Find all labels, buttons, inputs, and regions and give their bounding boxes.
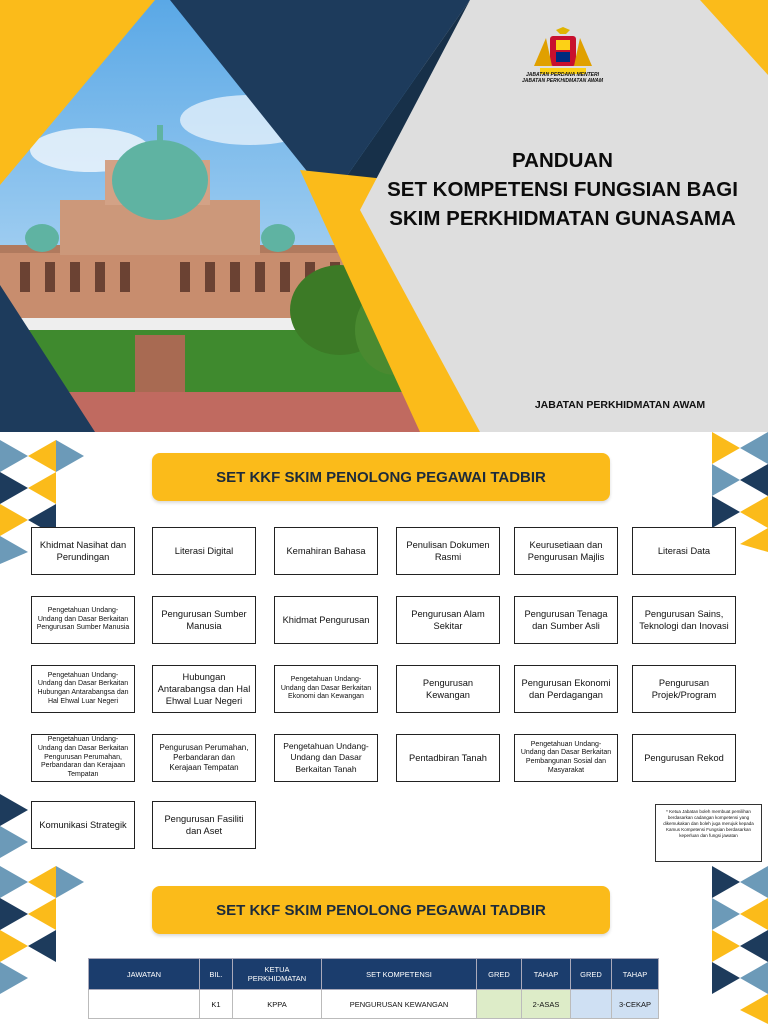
footnote: * Ketua Jabatan boleh membuat pemilihan berdasarkan cadangan kompetensi yang dikemukakan dan boleh juga merujuk kepada Kamus Kompetensi Fungsian berdasarkan keperluan dan fungsi jawatan xyxy=(655,804,762,862)
competency-table xyxy=(88,958,659,1019)
competency-box: Pengurusan Kewangan xyxy=(396,665,500,713)
title-line-2: SET KOMPETENSI FUNGSIAN BAGI xyxy=(387,178,738,201)
cell-set: PENGURUSAN KEWANGAN xyxy=(322,990,477,1019)
competency-box: Pengetahuan Undang-Undang dan Dasar Berkaitan Ekonomi dan Kewangan xyxy=(274,665,378,713)
title-line-1: PANDUAN xyxy=(512,149,613,172)
competency-box: Pengurusan Tenaga dan Sumber Asli xyxy=(514,596,618,644)
dept-line-1: JABATAN PERDANA MENTERI xyxy=(526,72,599,78)
competency-box: Khidmat Nasihat dan Perundingan xyxy=(31,527,135,575)
cell-jawatan xyxy=(89,990,200,1019)
competency-box: Keurusetiaan dan Pengurusan Majlis xyxy=(514,527,618,575)
table-row xyxy=(89,990,659,1019)
cover-title xyxy=(365,146,760,233)
col-header: KETUA PERKHIDMATAN xyxy=(233,959,322,990)
cell-tahap-2: 3-CEKAP xyxy=(612,990,659,1019)
competency-set-page xyxy=(0,432,768,865)
competency-box: Pengetahuan Undang-Undang dan Dasar Berkaitan Hubungan Antarabangsa dan Hal Ehwal Luar Negeri xyxy=(31,665,135,713)
competency-box: Literasi Data xyxy=(632,527,736,575)
table-header-row xyxy=(89,959,659,990)
competency-table-page xyxy=(0,866,768,1024)
decorative-triangles-left xyxy=(0,866,84,1024)
col-header: JAWATAN xyxy=(89,959,200,990)
cover-page xyxy=(0,0,768,432)
competency-box: Kemahiran Bahasa xyxy=(274,527,378,575)
competency-box: Pengurusan Alam Sekitar xyxy=(396,596,500,644)
competency-box: Pengurusan Rekod xyxy=(632,734,736,782)
col-header: SET KOMPETENSI xyxy=(322,959,477,990)
competency-box: Pengurusan Projek/Program xyxy=(632,665,736,713)
col-header: TAHAP xyxy=(522,959,571,990)
set-kkf-banner: SET KKF SKIM PENOLONG PEGAWAI TADBIR xyxy=(152,886,610,934)
cell-gred-2 xyxy=(571,990,612,1019)
competency-box: Pengetahuan Undang-Undang dan Dasar Berkaitan Pembangunan Sosial dan Masyarakat xyxy=(514,734,618,782)
col-header: TAHAP xyxy=(612,959,659,990)
competency-box: Pengetahuan Undang-Undang dan Dasar Berkaitan Pengurusan Perumahan, Perbandaran dan Kerajaan Tempatan xyxy=(31,734,135,782)
competency-box: Pengurusan Sains, Teknologi dan Inovasi xyxy=(632,596,736,644)
competency-box: Literasi Digital xyxy=(152,527,256,575)
decorative-triangles-right xyxy=(684,866,768,1024)
competency-box: Pengurusan Ekonomi dan Perdagangan xyxy=(514,665,618,713)
col-header: GRED xyxy=(571,959,612,990)
cell-bil: K1 xyxy=(200,990,233,1019)
col-header: GRED xyxy=(477,959,522,990)
competency-box: Pengetahuan Undang-Undang dan Dasar Berkaitan Tanah xyxy=(274,734,378,782)
competency-box: Penulisan Dokumen Rasmi xyxy=(396,527,500,575)
col-header: BIL. xyxy=(200,959,233,990)
cell-ketua: KPPA xyxy=(233,990,322,1019)
title-line-3: SKIM PERKHIDMATAN GUNASAMA xyxy=(389,207,736,230)
competency-box: Pentadbiran Tanah xyxy=(396,734,500,782)
competency-box: Pengurusan Fasiliti dan Aset xyxy=(152,801,256,849)
cover-footer: JABATAN PERKHIDMATAN AWAM xyxy=(534,399,706,411)
competency-box: Pengurusan Sumber Manusia xyxy=(152,596,256,644)
competency-box: Komunikasi Strategik xyxy=(31,801,135,849)
competency-box: Pengurusan Perumahan, Perbandaran dan Kerajaan Tempatan xyxy=(152,734,256,782)
department-text xyxy=(500,72,625,84)
competency-box: Hubungan Antarabangsa dan Hal Ehwal Luar Negeri xyxy=(152,665,256,713)
competency-box: Khidmat Pengurusan xyxy=(274,596,378,644)
competency-box: Pengetahuan Undang-Undang dan Dasar Berkaitan Pengurusan Sumber Manusia xyxy=(31,596,135,644)
cell-gred-1 xyxy=(477,990,522,1019)
dept-line-2: JABATAN PERKHIDMATAN AWAM xyxy=(521,78,604,84)
cell-tahap-1: 2-ASAS xyxy=(522,990,571,1019)
set-kkf-banner: SET KKF SKIM PENOLONG PEGAWAI TADBIR xyxy=(152,453,610,501)
